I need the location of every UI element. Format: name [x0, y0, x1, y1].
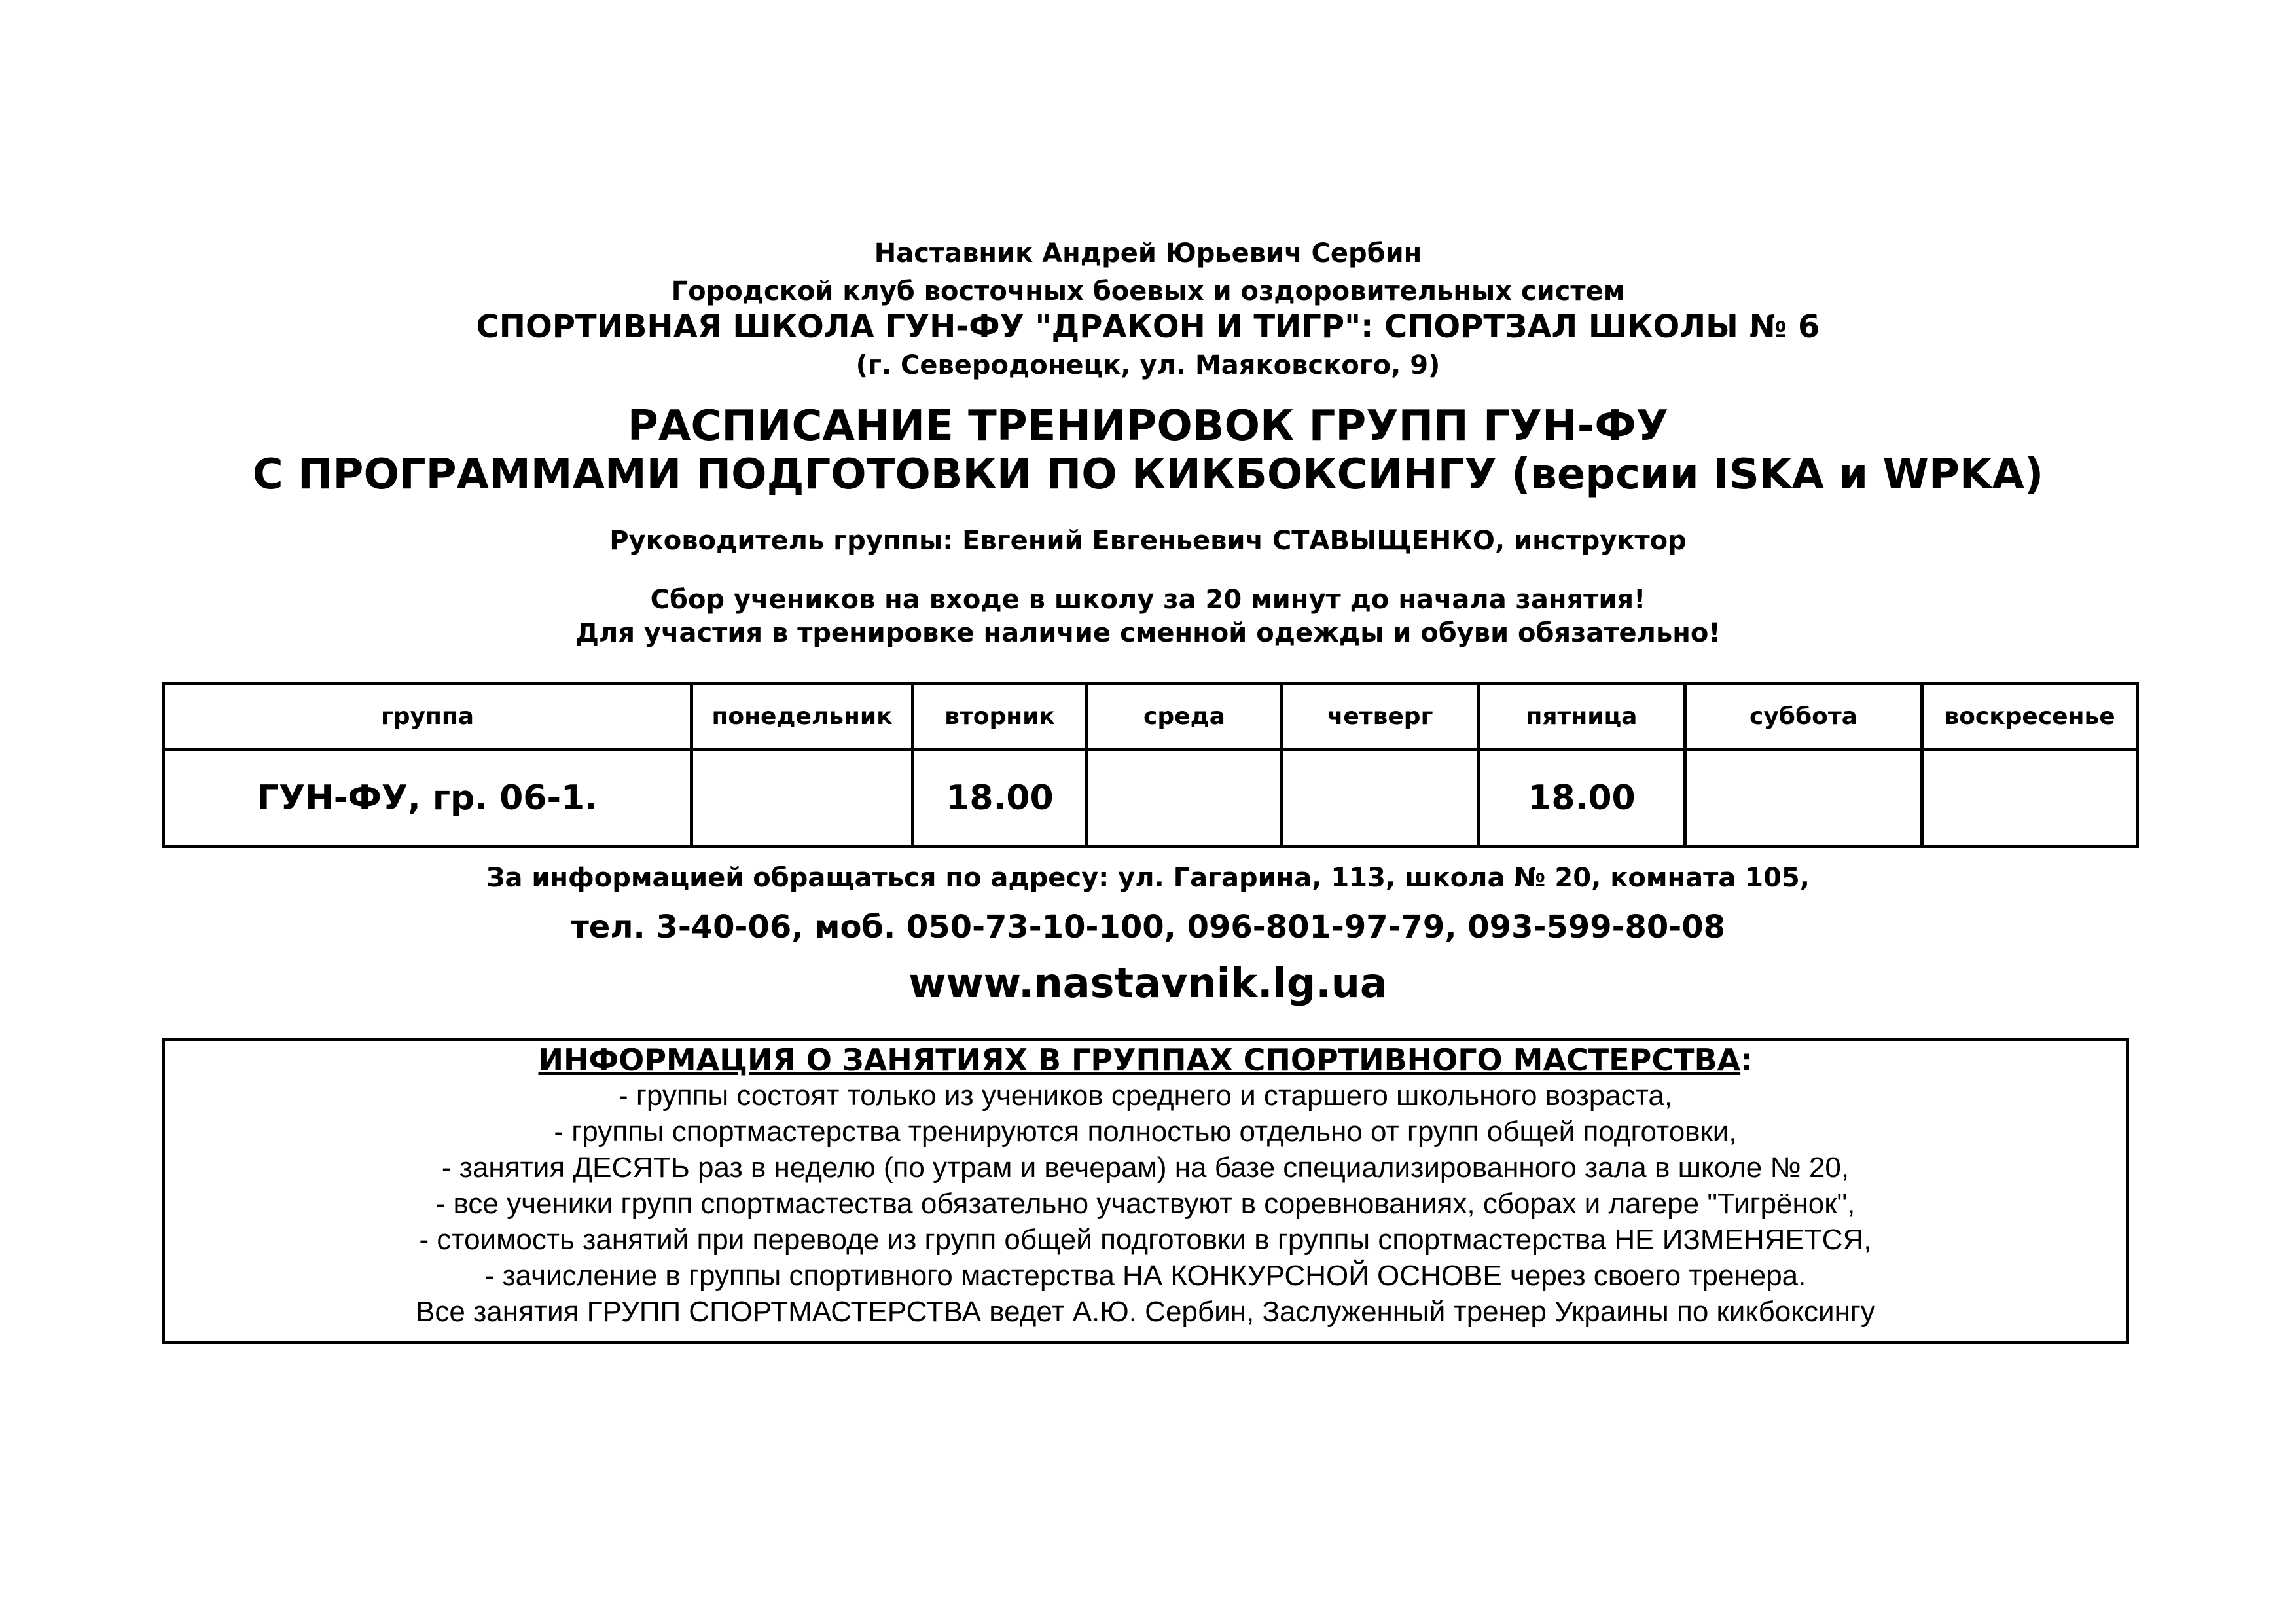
group-leader: Руководитель группы: Евгений Евгеньевич СТАВЫЩЕНКО, инструктор [609, 526, 1687, 556]
contact-phones: тел. 3-40-06, моб. 050-73-10-100, 096-801-97-79, 093-599-80-08 [570, 909, 1726, 945]
info-box [162, 1038, 2129, 1344]
info-title-text: ИНФОРМАЦИЯ О ЗАНЯТИЯХ В ГРУППАХ СПОРТИВНОГО МАСТЕРСТВА [538, 1042, 1741, 1078]
info-line: Все занятия ГРУПП СПОРТМАСТЕРСТВА ведет А.Ю. Сербин, Заслуженный тренер Украины по кикбоксингу [416, 1296, 1875, 1328]
mentor-line: Наставник Андрей Юрьевич Сербин [874, 238, 1422, 268]
contact-address: За информацией обращаться по адресу: ул. Гагарина, 113, школа № 20, комната 105, [486, 863, 1810, 893]
info-line: - занятия ДЕСЯТЬ раз в неделю (по утрам и вечерам) на базе специализированного зала в школе № 20, [441, 1152, 1850, 1184]
header-tuesday: вторник [913, 684, 1087, 750]
address-line: (г. Северодонецк, ул. Маяковского, 9) [855, 350, 1441, 380]
header-wednesday: среда [1087, 684, 1282, 750]
header-thursday: четверг [1282, 684, 1479, 750]
website-link[interactable]: www.nastavnik.lg.ua [908, 959, 1388, 1007]
info-line: - группы состоят только из учеников среднего и старшего школьного возраста, [618, 1080, 1673, 1112]
header-group: группа [164, 684, 692, 750]
info-line: - все ученики групп спортмастества обязательно участвуют в соревнованиях, сборах и лагере "Тигрёнок", [435, 1188, 1856, 1220]
header-friday: пятница [1479, 684, 1685, 750]
notice-line1: Сбор учеников на входе в школу за 20 минут до начала занятия! [650, 585, 1646, 615]
page-title-line1: РАСПИСАНИЕ ТРЕНИРОВОК ГРУПП ГУН-ФУ [627, 402, 1669, 450]
cell-monday [692, 750, 913, 847]
table-row [164, 750, 2138, 847]
cell-friday: 18.00 [1479, 750, 1685, 847]
header-monday: понедельник [692, 684, 913, 750]
info-title-colon: : [1740, 1042, 1753, 1078]
cell-wednesday [1087, 750, 1282, 847]
cell-saturday [1685, 750, 1922, 847]
header-saturday: суббота [1685, 684, 1922, 750]
header-sunday: воскресенье [1922, 684, 2138, 750]
schedule-table [162, 682, 2139, 848]
cell-group: ГУН-ФУ, гр. 06-1. [164, 750, 692, 847]
club-line: Городской клуб восточных боевых и оздоровительных систем [671, 276, 1625, 306]
page-title-line2: С ПРОГРАММАМИ ПОДГОТОВКИ ПО КИКБОКСИНГУ (версии ISKA и WPKA) [252, 450, 2044, 499]
cell-thursday [1282, 750, 1479, 847]
school-line: СПОРТИВНАЯ ШКОЛА ГУН-ФУ "ДРАКОН И ТИГР": СПОРТЗАЛ ШКОЛЫ № 6 [476, 308, 1820, 345]
info-line: - зачисление в группы спортивного мастерства НА КОНКУРСНОЙ ОСНОВЕ через своего тренера. [484, 1260, 1806, 1292]
notice-line2: Для участия в тренировке наличие сменной одежды и обуви обязательно! [575, 618, 1721, 648]
info-line: - стоимость занятий при переводе из групп общей подготовки в группы спортмастерства НЕ ИЗМЕНЯЕТСЯ, [419, 1224, 1872, 1256]
cell-sunday [1922, 750, 2138, 847]
info-title [165, 1042, 2126, 1078]
cell-tuesday: 18.00 [913, 750, 1087, 847]
schedule-header-row [164, 684, 2138, 750]
info-line: - группы спортмастерства тренируются полностью отдельно от групп общей подготовки, [554, 1116, 1737, 1148]
